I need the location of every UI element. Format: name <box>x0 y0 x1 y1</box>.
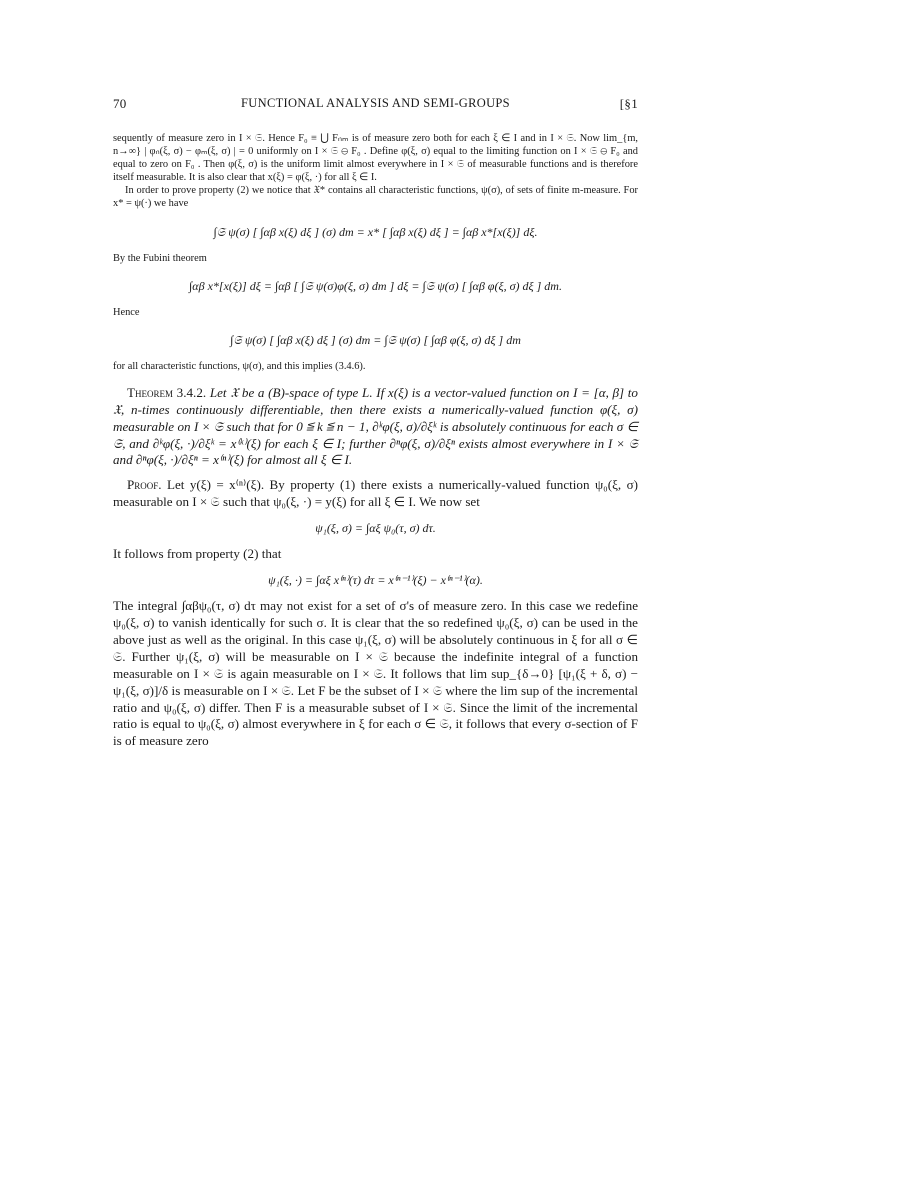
paragraph-continuation: sequently of measure zero in I × 𝔖. Hence F₀ ≡ ⋃ Fₙₘ is of measure zero both for each ξ ∈ I and in I × 𝔖. Now lim_{m, n→∞} | φₙ(ξ, σ) − φₘ(ξ, σ) | = 0 uniformly on I × 𝔖 ⊖ F₀ . Define φ(ξ, σ) equal to the limiting function on I × 𝔖 ⊖ F₀ and equal to zero on F₀ . Then φ(ξ, σ) is the uniform limit almost everywhere in I × 𝔖 of measurable functions and is therefore itself measurable. It is also clear that x(ξ) = φ(ξ, ·) for all ξ ∈ I. <box>113 133 638 184</box>
equation-3: ∫𝔖 ψ(σ) [ ∫αβ x(ξ) dξ ] (σ) dm = ∫𝔖 ψ(σ) [ ∫αβ φ(ξ, σ) dξ ] dm <box>230 332 521 347</box>
theorem-number: 3.4.2. <box>176 384 207 400</box>
section-mark: [§1 <box>619 96 638 111</box>
equation-1: ∫𝔖 ψ(σ) [ ∫αβ x(ξ) dξ ] (σ) dm = x* [ ∫αβ x(ξ) dξ ] = ∫αβ x*[x(ξ)] dξ. <box>213 224 538 239</box>
equation-5: ψ₁(ξ, ·) = ∫αξ x⁽ⁿ⁾(τ) dτ = x⁽ⁿ⁻¹⁾(ξ) − x⁽ⁿ⁻¹⁾(α). <box>268 573 483 588</box>
paragraph-property-2: In order to prove property (2) we notice that 𝔛* contains all characteristic functions, ψ(σ), of sets of finite m-measure. For x* = ψ(·) we have <box>113 185 638 210</box>
theorem-3-4-2 <box>113 385 638 470</box>
page <box>113 96 638 750</box>
running-head <box>113 96 638 116</box>
equation-4: ψ₁(ξ, σ) = ∫αξ ψ₀(τ, σ) dτ. <box>315 521 436 536</box>
paragraph-implies: for all characteristic functions, ψ(σ), and this implies (3.4.6). <box>113 360 366 372</box>
paragraph-hence: Hence <box>113 306 140 318</box>
running-title: FUNCTIONAL ANALYSIS AND SEMI-GROUPS <box>241 96 510 110</box>
equation-2: ∫αβ x*[x(ξ)] dξ = ∫αβ [ ∫𝔖 ψ(σ)φ(ξ, σ) dm ] dξ = ∫𝔖 ψ(σ) [ ∫αβ φ(ξ, σ) dξ ] dm. <box>189 278 562 293</box>
proof-text-1: Let y(ξ) = x⁽ⁿ⁾(ξ). By property (1) there exists a numerically-valued function ψ₀(ξ, σ) measurable on I × 𝔖 such that ψ₀(ξ, ·) = y(ξ) for all ξ ∈ I. We now set <box>113 477 639 510</box>
theorem-text: Let 𝔛 be a (B)-space of type L. If x(ξ) is a vector-valued function on I = [α, β] to 𝔛, n-times continuously differentiable, then there exists a numerically-valued function φ(ξ, σ) measurable on I × 𝔖 such that for 0 ≦ k ≦ n − 1, ∂ᵏφ(ξ, σ)/∂ξᵏ is absolutely continuous for each σ ∈ 𝔖, and ∂ᵏφ(ξ, ·)/∂ξᵏ = x⁽ᵏ⁾(ξ) for each ξ ∈ I; further ∂ⁿφ(ξ, σ)/∂ξⁿ exists almost everywhere in I × 𝔖 and ∂ⁿφ(ξ, ·)/∂ξⁿ = x⁽ⁿ⁾(ξ) for almost all ξ ∈ I. <box>113 384 638 468</box>
paragraph-fubini: By the Fubini theorem <box>113 252 207 264</box>
theorem-label: Theorem <box>127 384 173 400</box>
proof-paragraph-3: The integral ∫αβψ₀(τ, σ) dτ may not exist for a set of σ's of measure zero. In this case we redefine ψ₀(ξ, σ) to vanish identically for such σ. It is clear that the so redefined ψ₀(ξ, σ) can be used in the above just as well as the original. In this case ψ₁(ξ, σ) will be absolutely continuous in ξ for all σ ∈ 𝔖. Further ψ₁(ξ, σ) will be measurable on I × 𝔖 because the indefinite integral of a function measurable on I × 𝔖 is again measurable on I × 𝔖. It follows that lim sup_{δ→0} [ψ₁(ξ + δ, σ) − ψ₁(ξ, σ)]/δ is measurable on I × 𝔖. Let F be the subset of I × 𝔖 where the lim sup of the incremental ratio and ψ₀(ξ, σ) differ. Then F is a measurable subset of I × 𝔖. Since the limit of the incremental ratio is equal to ψ₀(ξ, σ) almost everywhere in ξ for each σ ∈ 𝔖, it follows that every σ-section of F is of measure zero <box>113 598 638 749</box>
proof-label: Proof. <box>127 477 162 493</box>
proof-paragraph-2: It follows from property (2) that <box>113 546 282 562</box>
page-number: 70 <box>113 96 127 111</box>
proof-paragraph-1 <box>113 477 638 511</box>
